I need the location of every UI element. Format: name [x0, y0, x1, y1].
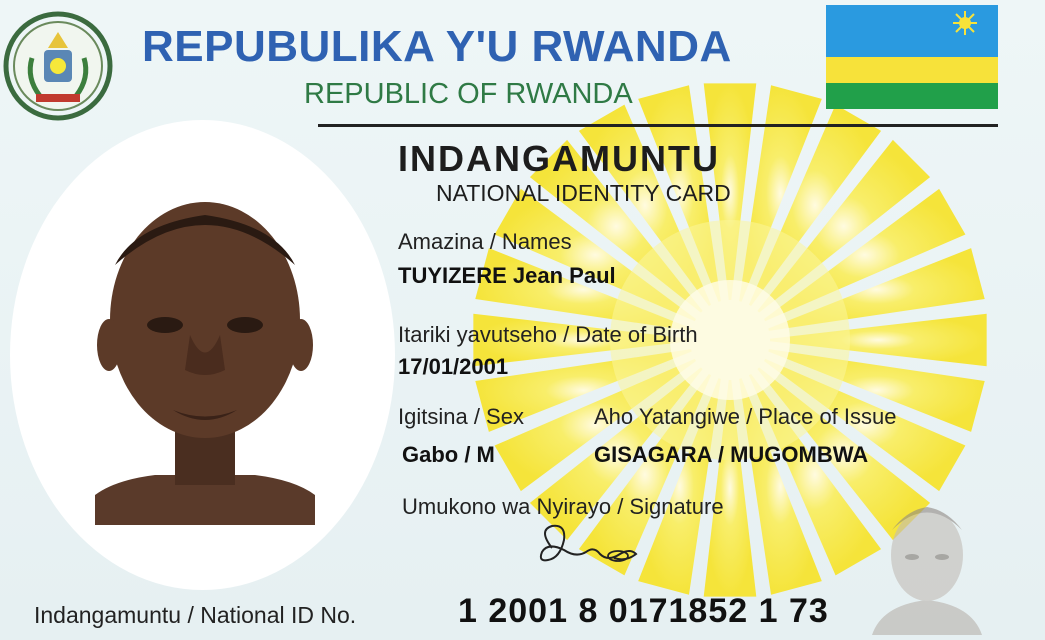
card-title: INDANGAMUNTU	[398, 138, 720, 179]
header-title-rw: REPUBULIKA Y'U RWANDA	[142, 22, 732, 71]
signature-mark	[530, 518, 650, 578]
names-value: TUYIZERE Jean Paul	[398, 263, 616, 288]
place-label: Aho Yatangiwe / Place of Issue	[594, 404, 897, 429]
header-title-en: REPUBLIC OF RWANDA	[304, 78, 633, 110]
dob-label: Itariki yavutseho / Date of Birth	[398, 322, 698, 347]
card-subtitle: NATIONAL IDENTITY CARD	[436, 180, 731, 206]
place-value: GISAGARA / MUGOMBWA	[594, 442, 869, 467]
header-divider	[318, 124, 998, 127]
rwanda-flag-icon	[826, 5, 998, 109]
sex-value: Gabo / M	[402, 442, 495, 467]
dob-value: 17/01/2001	[398, 354, 509, 379]
signature-label: Umukono wa Nyirayo / Signature	[402, 494, 724, 519]
names-label: Amazina / Names	[398, 229, 572, 254]
holder-photo	[95, 195, 315, 525]
ghost-photo	[872, 495, 982, 635]
rwanda-coat-of-arms-icon	[2, 8, 114, 126]
sex-label: Igitsina / Sex	[398, 404, 524, 429]
id-number-value: 1 2001 8 0171852 1 73	[458, 592, 829, 630]
id-number-label: Indangamuntu / National ID No.	[34, 602, 357, 628]
